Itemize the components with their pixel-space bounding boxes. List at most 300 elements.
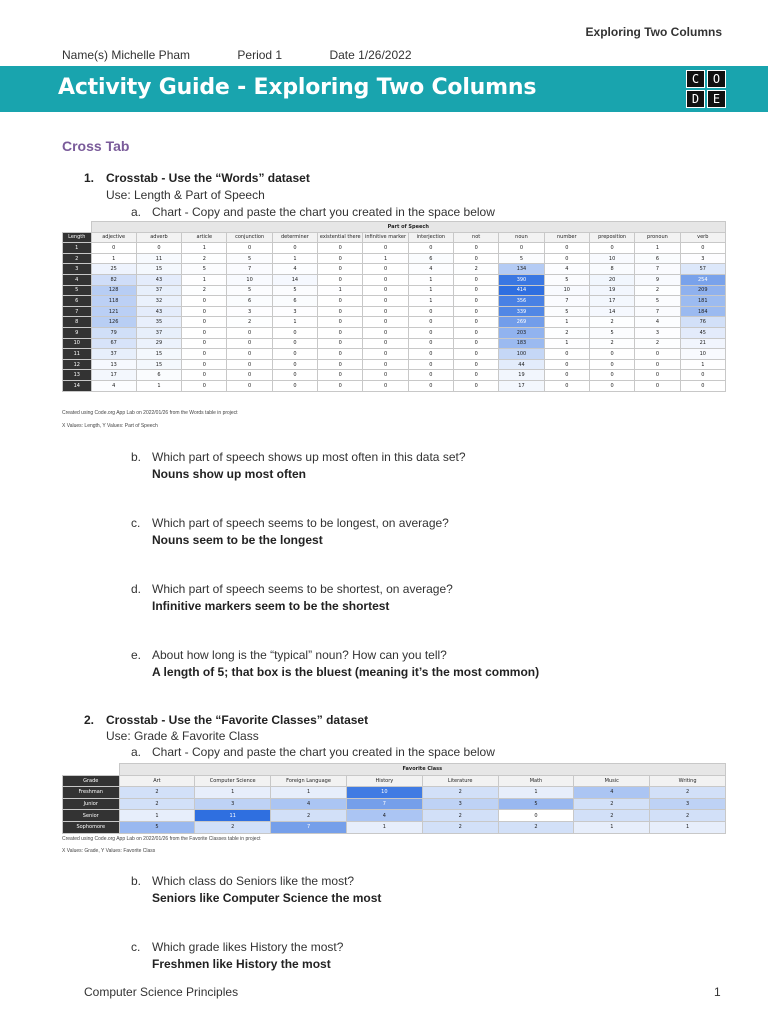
section-heading: Cross Tab (62, 138, 130, 154)
question-label: e. (131, 648, 142, 662)
data-cell: 2 (422, 810, 498, 822)
q1-chart-note: Created using Code.org App Lab on 2022/01/26 from the Words table in project (62, 410, 238, 416)
data-cell: 11 (136, 253, 181, 264)
data-cell: 0 (454, 359, 499, 370)
data-cell: 0 (454, 253, 499, 264)
data-cell: 15 (136, 359, 181, 370)
data-cell: 0 (272, 327, 317, 338)
data-cell: 2 (422, 821, 498, 833)
row-label: 12 (63, 359, 92, 370)
data-cell: 1 (272, 317, 317, 328)
data-cell: 0 (318, 274, 363, 285)
data-cell: 0 (318, 306, 363, 317)
q1-chart-axes-note: X Values: Length, Y Values: Part of Speech (62, 423, 158, 429)
table-row (63, 370, 726, 381)
column-header: adjective (91, 232, 136, 243)
data-cell: 0 (544, 380, 589, 391)
data-cell: 2 (650, 810, 726, 822)
table-row (63, 821, 726, 833)
data-cell: 2 (454, 264, 499, 275)
data-cell: 79 (91, 327, 136, 338)
data-cell: 0 (544, 253, 589, 264)
q1-number: 1. (84, 171, 95, 185)
data-cell: 10 (227, 274, 272, 285)
data-cell: 0 (182, 380, 227, 391)
data-cell: 203 (499, 327, 544, 338)
data-cell: 10 (589, 253, 634, 264)
data-cell: 5 (544, 306, 589, 317)
data-cell: 0 (499, 243, 544, 254)
data-cell: 37 (136, 285, 181, 296)
data-cell: 0 (318, 370, 363, 381)
data-cell: 2 (119, 787, 195, 799)
data-cell: 10 (346, 787, 422, 799)
row-label: 4 (63, 274, 92, 285)
data-cell: 6 (272, 296, 317, 307)
data-cell: 0 (182, 338, 227, 349)
data-cell: 4 (346, 810, 422, 822)
table-row (63, 243, 726, 254)
data-cell: 1 (346, 821, 422, 833)
words-crosstab (62, 221, 726, 392)
data-cell: 0 (408, 306, 453, 317)
data-cell: 7 (227, 264, 272, 275)
data-cell: 269 (499, 317, 544, 328)
row-label: Freshman (63, 787, 120, 799)
row-label: 9 (63, 327, 92, 338)
data-cell: 0 (272, 349, 317, 360)
question-text: About how long is the “typical” noun? How can you tell? (152, 648, 447, 662)
data-cell: 1 (119, 810, 195, 822)
data-cell: 0 (136, 243, 181, 254)
data-cell: 3 (422, 798, 498, 810)
answer-text: Freshmen like History the most (152, 957, 331, 971)
table-row (63, 787, 726, 799)
data-cell: 0 (363, 285, 408, 296)
table-row (63, 810, 726, 822)
data-cell: 0 (454, 380, 499, 391)
data-cell: 6 (635, 253, 680, 264)
table-row (63, 349, 726, 360)
data-cell: 5 (544, 274, 589, 285)
data-cell: 44 (499, 359, 544, 370)
data-cell: 29 (136, 338, 181, 349)
data-cell: 0 (182, 349, 227, 360)
data-cell: 3 (680, 253, 725, 264)
data-cell: 19 (589, 285, 634, 296)
data-cell: 1 (195, 787, 271, 799)
logo-letter: C (686, 70, 705, 88)
row-label: 6 (63, 296, 92, 307)
row-label: Junior (63, 798, 120, 810)
question-text: Which grade likes History the most? (152, 940, 344, 954)
row-label: 8 (63, 317, 92, 328)
data-cell: 0 (363, 349, 408, 360)
answer-text: A length of 5; that box is the bluest (meaning it’s the most common) (152, 665, 540, 679)
column-header: verb (680, 232, 725, 243)
data-cell: 25 (91, 264, 136, 275)
data-cell: 0 (91, 243, 136, 254)
data-cell: 45 (680, 327, 725, 338)
q2-number: 2. (84, 713, 95, 727)
data-cell: 4 (272, 264, 317, 275)
data-cell: 0 (318, 359, 363, 370)
data-cell: 0 (454, 274, 499, 285)
column-header: preposition (589, 232, 634, 243)
data-cell: 1 (363, 253, 408, 264)
data-cell: 0 (182, 296, 227, 307)
data-cell: 118 (91, 296, 136, 307)
data-cell: 0 (318, 264, 363, 275)
answer-text: Nouns show up most often (152, 467, 306, 481)
table-row (63, 359, 726, 370)
data-cell: 2 (182, 285, 227, 296)
column-header: Computer Science (195, 775, 271, 787)
data-cell: 0 (408, 317, 453, 328)
data-cell: 5 (227, 253, 272, 264)
data-cell: 2 (182, 253, 227, 264)
data-cell: 67 (91, 338, 136, 349)
table-row (63, 317, 726, 328)
data-cell: 13 (91, 359, 136, 370)
data-cell: 0 (544, 359, 589, 370)
data-cell: 1 (544, 338, 589, 349)
table-row (63, 306, 726, 317)
table-row (63, 285, 726, 296)
data-cell: 0 (272, 359, 317, 370)
column-header: Writing (650, 775, 726, 787)
data-cell: 0 (544, 370, 589, 381)
data-cell: 0 (318, 296, 363, 307)
page-title: Activity Guide - Exploring Two Columns (58, 75, 537, 100)
data-cell: 17 (499, 380, 544, 391)
crosstab-title: Part of Speech (91, 222, 726, 233)
data-cell: 0 (318, 327, 363, 338)
row-label: 5 (63, 285, 92, 296)
data-cell: 1 (271, 787, 347, 799)
q2-title: Crosstab - Use the “Favorite Classes” dataset (106, 713, 369, 727)
logo-letter: E (707, 90, 726, 108)
question-label: c. (131, 940, 141, 954)
data-cell: 5 (272, 285, 317, 296)
data-cell: 0 (408, 327, 453, 338)
data-cell: 1 (272, 253, 317, 264)
data-cell: 356 (499, 296, 544, 307)
data-cell: 0 (408, 359, 453, 370)
q2-chart-axes-note: X Values: Grade, Y Values: Favorite Class (62, 848, 156, 854)
data-cell: 0 (544, 243, 589, 254)
data-cell: 2 (589, 338, 634, 349)
column-header: not (454, 232, 499, 243)
data-cell: 0 (680, 380, 725, 391)
data-cell: 14 (272, 274, 317, 285)
data-cell: 4 (91, 380, 136, 391)
data-cell: 2 (589, 317, 634, 328)
data-cell: 5 (227, 285, 272, 296)
data-cell: 339 (499, 306, 544, 317)
data-cell: 0 (363, 274, 408, 285)
column-header: History (346, 775, 422, 787)
data-cell: 0 (363, 296, 408, 307)
student-date: Date 1/26/2022 (329, 48, 412, 62)
crosstab-title: Favorite Class (119, 764, 726, 776)
data-cell: 1 (408, 296, 453, 307)
data-cell: 7 (271, 821, 347, 833)
data-cell: 35 (136, 317, 181, 328)
data-cell: 209 (680, 285, 725, 296)
data-cell: 0 (544, 349, 589, 360)
data-cell: 0 (182, 327, 227, 338)
data-cell: 4 (408, 264, 453, 275)
q2-chart-note: Created using Code.org App Lab on 2022/01/26 from the Favorite Classes table in project (62, 836, 261, 842)
q2-use: Use: Grade & Favorite Class (106, 729, 259, 743)
data-cell: 0 (227, 370, 272, 381)
column-header: adverb (136, 232, 181, 243)
student-period: Period 1 (237, 48, 283, 62)
column-header: pronoun (635, 232, 680, 243)
data-cell: 2 (635, 285, 680, 296)
data-cell: 134 (499, 264, 544, 275)
data-cell: 254 (680, 274, 725, 285)
data-cell: 37 (136, 327, 181, 338)
data-cell: 1 (182, 274, 227, 285)
data-cell: 2 (271, 810, 347, 822)
data-cell: 4 (635, 317, 680, 328)
column-header: interjection (408, 232, 453, 243)
data-cell: 1 (91, 253, 136, 264)
data-cell: 20 (589, 274, 634, 285)
data-cell: 2 (119, 798, 195, 810)
data-cell: 181 (680, 296, 725, 307)
table-row (63, 274, 726, 285)
data-cell: 5 (635, 296, 680, 307)
data-cell: 32 (136, 296, 181, 307)
data-cell: 1 (408, 274, 453, 285)
data-cell: 1 (650, 821, 726, 833)
data-cell: 0 (318, 349, 363, 360)
column-header: Art (119, 775, 195, 787)
data-cell: 0 (363, 359, 408, 370)
data-cell: 0 (635, 380, 680, 391)
row-header-label: Grade (63, 775, 120, 787)
data-cell: 8 (589, 264, 634, 275)
data-cell: 0 (318, 243, 363, 254)
data-cell: 1 (635, 243, 680, 254)
data-cell: 15 (136, 349, 181, 360)
data-cell: 3 (272, 306, 317, 317)
data-cell: 5 (499, 253, 544, 264)
data-cell: 0 (182, 317, 227, 328)
data-cell: 0 (363, 370, 408, 381)
data-cell: 7 (635, 264, 680, 275)
data-cell: 43 (136, 274, 181, 285)
data-cell: 0 (272, 243, 317, 254)
question-text: Which part of speech seems to be shortest, on average? (152, 582, 453, 596)
data-cell: 1 (136, 380, 181, 391)
data-cell: 0 (408, 349, 453, 360)
footer-course: Computer Science Principles (84, 985, 239, 999)
student-info (62, 48, 456, 62)
data-cell: 0 (363, 380, 408, 391)
row-label: 2 (63, 253, 92, 264)
row-header-label: Length (63, 232, 92, 243)
logo-letter: O (707, 70, 726, 88)
data-cell: 3 (650, 798, 726, 810)
data-cell: 76 (680, 317, 725, 328)
data-cell: 0 (363, 327, 408, 338)
question-text: Which part of speech seems to be longest, on average? (152, 516, 449, 530)
column-header: determiner (272, 232, 317, 243)
column-header: Math (498, 775, 574, 787)
row-label: 14 (63, 380, 92, 391)
data-cell: 14 (589, 306, 634, 317)
data-cell: 5 (498, 798, 574, 810)
question-label: b. (131, 874, 142, 888)
data-cell: 0 (454, 285, 499, 296)
row-label: 11 (63, 349, 92, 360)
data-cell: 2 (635, 338, 680, 349)
data-cell: 0 (680, 243, 725, 254)
data-cell: 3 (635, 327, 680, 338)
data-cell: 1 (544, 317, 589, 328)
column-header: Literature (422, 775, 498, 787)
data-cell: 0 (408, 338, 453, 349)
column-header: noun (499, 232, 544, 243)
data-cell: 1 (318, 285, 363, 296)
row-label: 10 (63, 338, 92, 349)
data-cell: 0 (363, 317, 408, 328)
data-cell: 6 (227, 296, 272, 307)
column-header: conjunction (227, 232, 272, 243)
data-cell: 15 (136, 264, 181, 275)
data-cell: 5 (589, 327, 634, 338)
data-cell: 0 (272, 338, 317, 349)
data-cell: 2 (574, 798, 650, 810)
data-cell: 0 (363, 306, 408, 317)
data-cell: 1 (680, 359, 725, 370)
data-cell: 1 (574, 821, 650, 833)
data-cell: 1 (498, 787, 574, 799)
data-cell: 1 (182, 243, 227, 254)
student-name: Name(s) Michelle Pham (62, 48, 191, 62)
table-row (63, 296, 726, 307)
data-cell: 17 (91, 370, 136, 381)
data-cell: 0 (227, 327, 272, 338)
data-cell: 2 (574, 810, 650, 822)
question-text: Which class do Seniors like the most? (152, 874, 355, 888)
data-cell: 7 (544, 296, 589, 307)
data-cell: 0 (635, 370, 680, 381)
data-cell: 0 (182, 306, 227, 317)
q1-a-label: a. (131, 205, 142, 219)
answer-text: Nouns seem to be the longest (152, 533, 323, 547)
data-cell: 183 (499, 338, 544, 349)
data-cell: 0 (318, 338, 363, 349)
table-row (63, 798, 726, 810)
data-cell: 0 (318, 380, 363, 391)
data-cell: 0 (408, 380, 453, 391)
data-cell: 126 (91, 317, 136, 328)
data-cell: 17 (589, 296, 634, 307)
data-cell: 0 (454, 243, 499, 254)
data-cell: 6 (136, 370, 181, 381)
row-label: Senior (63, 810, 120, 822)
column-header: existential there (318, 232, 363, 243)
data-cell: 0 (498, 810, 574, 822)
data-cell: 0 (227, 359, 272, 370)
data-cell: 10 (680, 349, 725, 360)
table-row (63, 327, 726, 338)
code-org-logo (686, 70, 726, 108)
data-cell: 121 (91, 306, 136, 317)
data-cell: 0 (363, 338, 408, 349)
data-cell: 0 (454, 349, 499, 360)
data-cell: 4 (271, 798, 347, 810)
data-cell: 3 (195, 798, 271, 810)
data-cell: 0 (408, 370, 453, 381)
data-cell: 0 (589, 370, 634, 381)
data-cell: 0 (454, 306, 499, 317)
data-cell: 100 (499, 349, 544, 360)
data-cell: 128 (91, 285, 136, 296)
row-label: 1 (63, 243, 92, 254)
column-header: article (182, 232, 227, 243)
row-label: 13 (63, 370, 92, 381)
data-cell: 0 (227, 380, 272, 391)
data-cell: 0 (589, 243, 634, 254)
data-cell: 9 (635, 274, 680, 285)
column-header: number (544, 232, 589, 243)
data-cell: 0 (589, 349, 634, 360)
data-cell: 0 (680, 370, 725, 381)
data-cell: 7 (346, 798, 422, 810)
question-text: Which part of speech shows up most often in this data set? (152, 450, 466, 464)
data-cell: 0 (454, 296, 499, 307)
q1-a-text: Chart - Copy and paste the chart you created in the space below (152, 205, 495, 219)
data-cell: 0 (363, 243, 408, 254)
data-cell: 2 (650, 787, 726, 799)
data-cell: 4 (574, 787, 650, 799)
column-header: Music (574, 775, 650, 787)
data-cell: 37 (91, 349, 136, 360)
column-header: Foreign Language (271, 775, 347, 787)
data-cell: 19 (499, 370, 544, 381)
data-cell: 0 (318, 253, 363, 264)
data-cell: 0 (635, 349, 680, 360)
data-cell: 21 (680, 338, 725, 349)
data-cell: 10 (544, 285, 589, 296)
question-label: d. (131, 582, 142, 596)
table-row (63, 380, 726, 391)
q2-a-label: a. (131, 745, 142, 759)
answer-text: Seniors like Computer Science the most (152, 891, 382, 905)
data-cell: 0 (454, 370, 499, 381)
data-cell: 0 (272, 380, 317, 391)
answer-text: Infinitive markers seem to be the shortest (152, 599, 390, 613)
data-cell: 390 (499, 274, 544, 285)
data-cell: 1 (408, 285, 453, 296)
data-cell: 43 (136, 306, 181, 317)
data-cell: 0 (227, 243, 272, 254)
data-cell: 11 (195, 810, 271, 822)
data-cell: 2 (227, 317, 272, 328)
data-cell: 0 (182, 370, 227, 381)
data-cell: 0 (635, 359, 680, 370)
data-cell: 7 (635, 306, 680, 317)
data-cell: 0 (589, 380, 634, 391)
logo-letter: D (686, 90, 705, 108)
q1-title: Crosstab - Use the “Words” dataset (106, 171, 310, 185)
